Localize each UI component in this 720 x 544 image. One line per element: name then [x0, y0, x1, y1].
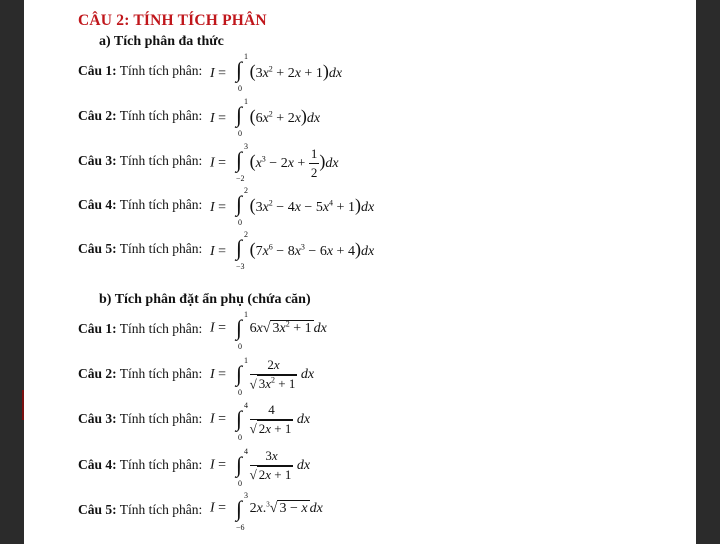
- problem-a5: Câu 5: Tính tích phân:: [78, 241, 203, 256]
- integral-sign-icon: ∫: [236, 496, 243, 521]
- integral-a2: I = ∫ 1 0 $(6x^2 + 2x)dx$: [210, 97, 321, 138]
- integral-sign-icon: ∫: [236, 147, 243, 172]
- integral-a5: I = ∫ 2 −3 $(7x^6 - 8x^3 - 6x + 4)dx$: [210, 230, 375, 271]
- problem-a3: Câu 3: Tính tích phân:: [78, 153, 203, 168]
- integral-b5: I = ∫ 3 −6 2x.$^3$√ 3 − x dx: [210, 491, 323, 532]
- problem-b5: Câu 5: Tính tích phân:: [78, 502, 203, 517]
- problem-label: Câu 1:: [78, 63, 117, 78]
- integral-a3: I = ∫ 3 −2 ($x^3 - 2x$ + $\frac{1}{2}$ )dx: [210, 142, 339, 183]
- integral-sign-icon: ∫: [236, 452, 243, 477]
- problem-b3: Câu 3: Tính tích phân:: [78, 411, 203, 426]
- integral-sign-icon: ∫: [236, 406, 243, 431]
- problem-b1: Câu 1: Tính tích phân:: [78, 321, 203, 336]
- page-title: CÂU 2: TÍNH TÍCH PHÂN: [78, 12, 267, 29]
- problem-a1: [78, 63, 202, 79]
- problem-b2: Câu 2: Tính tích phân:: [78, 366, 203, 381]
- problem-a4: Câu 4: Tính tích phân:: [78, 197, 203, 212]
- integral-sign-icon: ∫: [236, 102, 243, 127]
- integral-a4: I = ∫ 2 0 $(3x^2 - 4x - 5x^4 + 1)dx$: [210, 186, 375, 227]
- upper-limit: 1: [244, 52, 248, 61]
- integral-sign-icon: ∫: [236, 57, 243, 82]
- section-b-heading: b) Tích phân đặt ẩn phụ (chứa căn): [99, 292, 311, 307]
- integral-a1: I = ∫ 1 0 $(3x^2 + 2x + 1)dx$: [210, 52, 343, 93]
- problem-a2: Câu 2: Tính tích phân:: [78, 108, 203, 123]
- problem-b4: Câu 4: Tính tích phân:: [78, 457, 203, 472]
- task-text: Tính tích phân:: [119, 63, 203, 78]
- integral-b4: I = ∫ 4 0 $\frac{3x}{√ 2x + 1}$ dx: [210, 447, 311, 488]
- integral-sign-icon: ∫: [236, 361, 243, 386]
- integral-b1: I = ∫ 1 0 6x√ $3x^2 + 1$ dx: [210, 310, 327, 351]
- integral-b3: I = ∫ 4 0 $\frac{4}{√ 2x + 1}$ dx: [210, 401, 311, 442]
- integral-b2: I = ∫ 1 0 $\frac{2x}{√ 3x^2 + 1}$ dx: [210, 356, 315, 397]
- section-a-heading: a) Tích phân đa thức: [99, 34, 224, 49]
- integral-sign-icon: ∫: [236, 235, 243, 260]
- lower-limit: 0: [238, 84, 242, 93]
- integral-sign-icon: ∫: [236, 191, 243, 216]
- integral-sign-icon: ∫: [236, 315, 243, 340]
